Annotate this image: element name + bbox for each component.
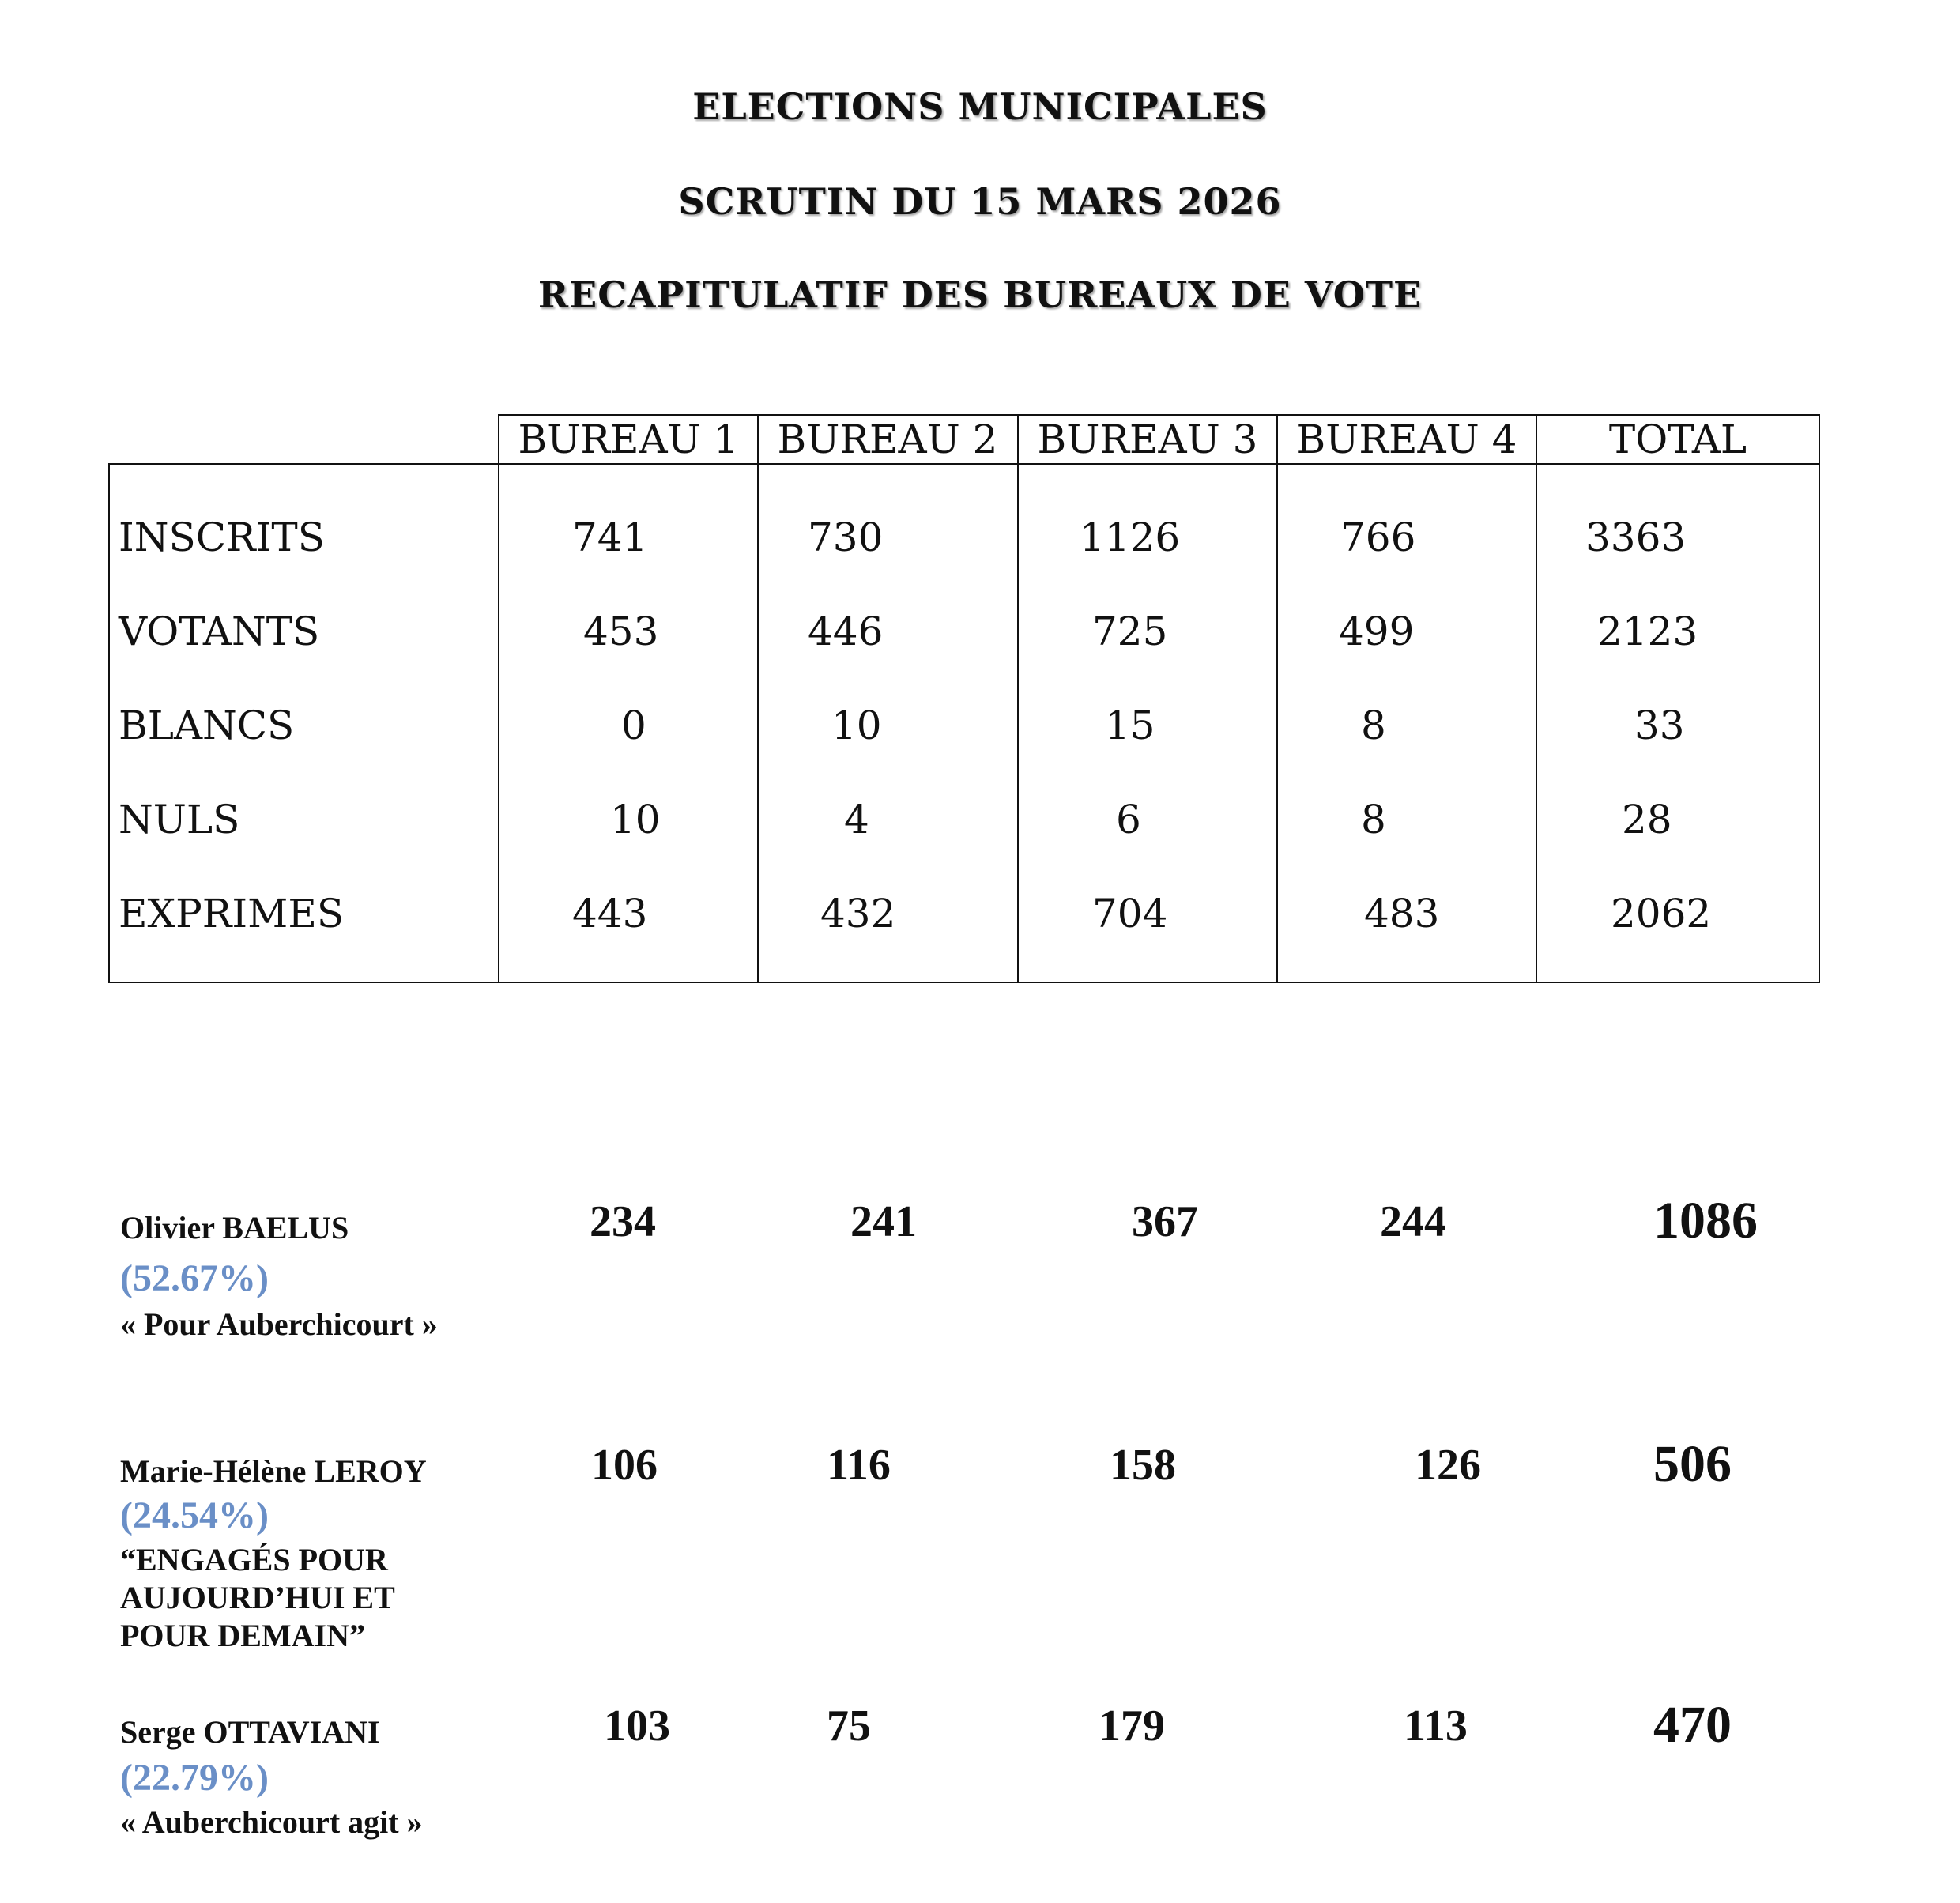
column-header-bureau-2: BUREAU 2 [777, 416, 998, 462]
candidate-percent: (24.54%) [120, 1494, 269, 1536]
candidate-percent: (52.67%) [120, 1257, 269, 1299]
row-label-nuls: NULS [119, 797, 240, 842]
table-cell: 2062 [1611, 891, 1712, 936]
table-cell: 730 [808, 514, 884, 560]
candidate-name: Olivier BAELUS [120, 1210, 349, 1245]
table-left-border [108, 463, 110, 983]
candidate-vote-bureau-3: 179 [1099, 1701, 1165, 1750]
candidate-vote-bureau-1: 106 [591, 1441, 658, 1490]
table-divider-5 [1536, 414, 1537, 983]
table-cell: 8 [1361, 703, 1386, 748]
table-cell: 2123 [1597, 609, 1698, 654]
candidate-name: Marie-Hélène LEROY [120, 1453, 427, 1489]
table-cell: 725 [1092, 609, 1168, 654]
table-divider-1 [498, 414, 499, 983]
table-right-border [1819, 414, 1820, 983]
table-divider-4 [1276, 414, 1278, 983]
table-cell: 443 [572, 891, 648, 936]
candidate-percent: (22.79%) [120, 1757, 269, 1799]
candidate-name: Serge OTTAVIANI [120, 1714, 380, 1750]
candidate-vote-bureau-4: 244 [1380, 1197, 1446, 1246]
summary-heading: RECAPITULATIF DES BUREAUX DE VOTE [537, 273, 1423, 316]
table-bottom-border [108, 982, 1820, 983]
table-cell: 10 [831, 703, 882, 748]
candidate-vote-bureau-2: 241 [850, 1197, 917, 1246]
table-cell: 432 [820, 891, 896, 936]
column-header-bureau-3: BUREAU 3 [1037, 416, 1258, 462]
page-title: ELECTIONS MUNICIPALES [692, 85, 1268, 128]
candidate-list-name: « Pour Auberchicourt » [120, 1306, 438, 1342]
candidate-vote-bureau-2: 116 [827, 1441, 891, 1490]
table-cell: 704 [1092, 891, 1168, 936]
column-header-total: TOTAL [1608, 416, 1747, 462]
candidate-list-name: « Auberchicourt agit » [120, 1804, 423, 1840]
table-header-bottom-border [108, 463, 1820, 465]
table-cell: 483 [1364, 891, 1440, 936]
table-cell: 446 [808, 609, 884, 654]
candidate-vote-total: 470 [1653, 1696, 1732, 1754]
table-divider-3 [1017, 414, 1019, 983]
candidate-vote-bureau-1: 234 [590, 1197, 656, 1246]
candidate-vote-bureau-4: 113 [1404, 1701, 1468, 1750]
candidate-vote-bureau-3: 158 [1110, 1441, 1176, 1490]
candidate-vote-bureau-3: 367 [1132, 1197, 1198, 1246]
table-cell: 453 [583, 609, 659, 654]
row-label-exprimes: EXPRIMES [119, 891, 345, 936]
candidate-list-name: POUR DEMAIN” [120, 1618, 365, 1653]
election-date-heading: SCRUTIN DU 15 MARS 2026 [678, 180, 1282, 223]
table-cell: 0 [621, 703, 646, 748]
table-cell: 499 [1339, 609, 1415, 654]
row-label-votants: VOTANTS [119, 609, 320, 654]
row-label-inscrits: INSCRITS [119, 514, 326, 560]
candidate-vote-total: 1086 [1653, 1192, 1758, 1249]
candidate-vote-total: 506 [1653, 1435, 1732, 1493]
column-header-bureau-1: BUREAU 1 [518, 416, 739, 462]
table-divider-2 [757, 414, 759, 983]
candidate-vote-bureau-2: 75 [827, 1701, 871, 1750]
candidate-list-name: AUJOURD’HUI ET [120, 1580, 395, 1615]
table-cell: 6 [1116, 797, 1141, 842]
row-label-blancs: BLANCS [119, 703, 295, 748]
table-cell: 4 [844, 797, 869, 842]
table-cell: 741 [572, 514, 648, 560]
table-cell: 3363 [1585, 514, 1687, 560]
column-header-bureau-4: BUREAU 4 [1296, 416, 1517, 462]
table-cell: 15 [1105, 703, 1155, 748]
table-cell: 28 [1622, 797, 1672, 842]
candidate-vote-bureau-4: 126 [1415, 1441, 1481, 1490]
table-cell: 1126 [1080, 514, 1181, 560]
table-cell: 766 [1340, 514, 1416, 560]
table-cell: 33 [1634, 703, 1685, 748]
candidate-list-name: “ENGAGÉS POUR [120, 1542, 388, 1577]
table-cell: 8 [1361, 797, 1386, 842]
table-cell: 10 [610, 797, 661, 842]
candidate-vote-bureau-1: 103 [604, 1701, 670, 1750]
